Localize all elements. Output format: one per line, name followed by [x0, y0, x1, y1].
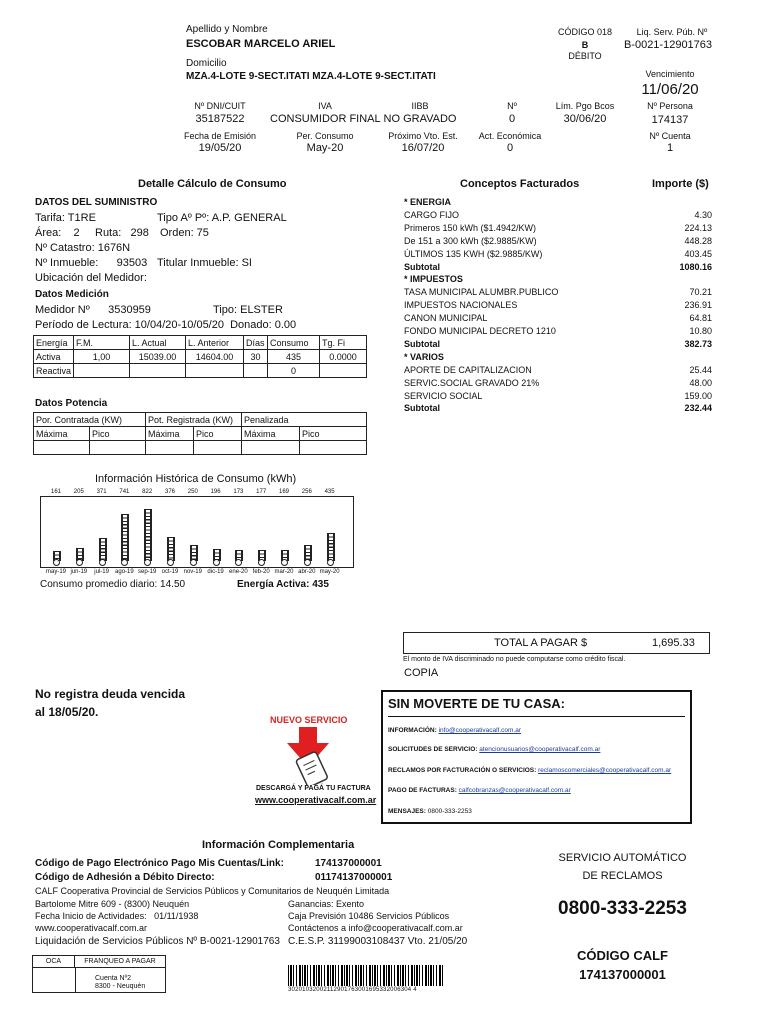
total-label: TOTAL A PAGAR $ — [494, 637, 588, 649]
inmueble: Nº Inmueble: 93503 — [35, 257, 148, 269]
info-row — [388, 727, 521, 734]
barcode-number: 30201032002112901763001695332006304 4 — [288, 987, 417, 993]
cell — [186, 364, 244, 378]
domicilio-label: Domicilio — [186, 58, 227, 69]
calf-web[interactable]: www.cooperativacalf.com.ar — [35, 923, 148, 933]
medidor: Medidor Nº 3530959 — [35, 304, 151, 316]
info-label: INFORMACIÓN: — [388, 727, 437, 734]
bar-value-label: 435 — [324, 489, 335, 495]
concepto-value: 382.73 — [684, 338, 712, 349]
nuevo-servicio-caption: DESCARGÁ Y PAGÁ TU FACTURA — [256, 785, 371, 792]
cell: Máxima — [34, 427, 90, 441]
consumo-promedio: Consumo promedio diario: 14.50 — [40, 579, 186, 590]
th-energia: Energía — [34, 336, 74, 350]
codigo-b: B — [581, 40, 589, 50]
pago-link[interactable]: calfcobranzas@cooperativacalf.com.ar — [458, 787, 571, 794]
cell: Pico — [194, 427, 242, 441]
calf-name: CALF Cooperativa Provincial de Servicios Públicos y Comunitarios de Neuquén Limitada — [35, 886, 390, 896]
calf-direccion: Bartolome Mitre 609 - (8300) Neuquén — [35, 899, 190, 909]
dni-label: Nº DNI/CUIT — [194, 101, 246, 111]
th-fm: F.M. — [74, 336, 130, 350]
potencia-sub-row — [34, 427, 367, 441]
bar-value-label: 169 — [278, 489, 289, 495]
payment-barcode — [288, 965, 444, 986]
sin-moverte-title: SIN MOVERTE DE TU CASA: — [388, 696, 565, 711]
bar-base — [327, 559, 334, 566]
bar-value-label: 741 — [119, 489, 130, 495]
cell — [34, 441, 90, 455]
domicilio-value: MZA.4-LOTE 9-SECT.ITATI MZA.4-LOTE 9-SECT.ITATI — [186, 71, 436, 82]
datos-medicion-title: Datos Medición — [35, 289, 109, 300]
bar-base — [190, 559, 197, 566]
concepto-label: TASA MUNICIPAL ALUMBR.PUBLICO — [404, 287, 559, 298]
cell: 0 — [268, 364, 320, 378]
category-label: mar-20 — [274, 569, 294, 575]
table-row — [34, 350, 367, 364]
inicio-actividades: Fecha Inicio de Actividades: 01/11/1938 — [35, 911, 199, 921]
stub-cuenta: Cuenta Nº2 — [95, 975, 132, 982]
cell — [146, 441, 194, 455]
cell: Pico — [300, 427, 367, 441]
bar-base — [121, 559, 128, 566]
category-label: dic-19 — [207, 569, 224, 575]
cell — [74, 364, 130, 378]
cell: 30 — [244, 350, 268, 364]
concepto-label: De 151 a 300 kWh ($2.9885/KW) — [404, 235, 537, 246]
copia-label: COPIA — [404, 667, 439, 679]
catastro: Nº Catastro: 1676N — [35, 242, 131, 254]
stub-divider — [75, 968, 76, 992]
detalle-title: Detalle Cálculo de Consumo — [138, 178, 287, 190]
mensajes-value: 0800-333-2253 — [427, 808, 472, 815]
datos-suministro-title: DATOS DEL SUMINISTRO — [35, 197, 158, 208]
bar-value-label: 173 — [233, 489, 244, 495]
cell: Pico — [90, 427, 146, 441]
cell — [320, 364, 367, 378]
iibb-label: IIBB — [411, 101, 429, 111]
datos-potencia-title: Datos Potencia — [35, 398, 108, 409]
concepto-label: ÚLTIMOS 135 KWH ($2.9885/KW) — [404, 248, 543, 259]
cesp: C.E.S.P. 31199003108437 Vto. 21/05/20 — [288, 936, 468, 947]
periodo-lectura: Período de Lectura: 10/04/20-10/05/20 Donado: 0.00 — [35, 319, 297, 331]
pago-electronico-value: 174137000001 — [315, 858, 382, 869]
concepto-label: APORTE DE CAPITALIZACION — [404, 364, 532, 375]
total-value: 1,695.33 — [652, 637, 695, 649]
cell: Por. Contratada (KW) — [34, 413, 146, 427]
category-label: sep-19 — [138, 569, 157, 575]
th-dias: Días — [244, 336, 268, 350]
lim-label: Lím. Pgo Bcos — [555, 101, 615, 111]
conceptos-title: Conceptos Facturados — [460, 178, 580, 190]
vencimiento-value: 11/06/20 — [641, 81, 699, 98]
ubicacion-medidor: Ubicación del Medidor: — [35, 272, 147, 284]
oca-label: OCA — [33, 956, 75, 968]
apellido-label: Apellido y Nombre — [186, 24, 268, 35]
cell — [244, 364, 268, 378]
cell: Máxima — [146, 427, 194, 441]
tipo-medidor: Tipo: ELSTER — [213, 304, 283, 316]
bar-value-label: 250 — [187, 489, 198, 495]
concepto-label: Subtotal — [404, 338, 440, 349]
category-label: feb-20 — [252, 569, 270, 575]
medicion-header-row — [34, 336, 367, 350]
concepto-value: 10.80 — [689, 326, 712, 336]
consumption-bar — [99, 538, 107, 561]
tipo-ap: Tipo Aº Pº: A.P. GENERAL — [157, 212, 287, 224]
caja-prevision: Caja Previsión 10486 Servicios Públicos — [288, 911, 450, 921]
solicitudes-label: SOLICITUDES DE SERVICIO: — [388, 746, 478, 753]
concepto-label: CARGO FIJO — [404, 209, 460, 220]
concepto-label: SERVICIO SOCIAL — [404, 390, 483, 401]
n-value: 0 — [508, 113, 516, 125]
iva-note: El monto de IVA discriminado no puede computarse como crédito fiscal. — [403, 656, 626, 663]
cell: Pot. Registrada (KW) — [146, 413, 242, 427]
concepto-value: 224.13 — [684, 222, 712, 233]
liquidacion: Liquidación de Servicios Públicos Nº B-0021-12901763 — [35, 936, 280, 947]
bar-value-label: 205 — [73, 489, 84, 495]
table-row — [34, 441, 367, 455]
titular: Titular Inmueble: SI — [157, 257, 252, 269]
bar-base — [167, 559, 174, 566]
chart-title: Información Histórica de Consumo (kWh) — [95, 473, 297, 485]
prox-vto-value: 16/07/20 — [401, 142, 445, 154]
prox-vto-label: Próximo Vto. Est. — [388, 131, 458, 141]
importe-title: Importe ($) — [652, 178, 709, 190]
concepto-value: 1080.16 — [679, 261, 712, 272]
total-box — [403, 632, 710, 654]
cell — [130, 364, 186, 378]
vencimiento-label: Vencimiento — [645, 69, 695, 79]
cell: Activa — [34, 350, 74, 364]
energia-activa: Energía Activa: 435 — [237, 579, 329, 590]
codigo-label: CÓDIGO 018 — [557, 27, 613, 37]
complementaria-title: Información Complementaria — [202, 839, 355, 851]
category-label: may-20 — [319, 569, 340, 575]
pago-row — [388, 787, 571, 794]
concepto-label: IMPUESTOS NACIONALES — [404, 300, 518, 311]
reclamos-line1: SERVICIO AUTOMÁTICO — [558, 852, 687, 864]
bar-base — [213, 559, 220, 566]
concepto-value: 236.91 — [684, 300, 712, 311]
codigo-calf-title: CÓDIGO CALF — [577, 948, 668, 963]
per-consumo-label: Per. Consumo — [296, 131, 354, 141]
concepto-value: 25.44 — [689, 364, 712, 375]
category-label: jul-19 — [94, 569, 109, 575]
deuda-line2: al 18/05/20. — [35, 705, 99, 719]
concepto-value: 159.00 — [684, 390, 712, 401]
th-tgfi: Tg. Fi — [320, 336, 367, 350]
nuevo-servicio-title: NUEVO SERVICIO — [270, 715, 348, 725]
per-consumo-value: May-20 — [306, 142, 344, 154]
table-row — [34, 364, 367, 378]
bar-value-label: 161 — [50, 489, 61, 495]
pago-electronico-label: Código de Pago Electrónico Pago Mis Cuentas/Link: — [35, 858, 284, 869]
category-label: ene-20 — [229, 569, 248, 575]
persona-value: 174137 — [651, 114, 689, 126]
cell: Reactiva — [34, 364, 74, 378]
cell: 1,00 — [74, 350, 130, 364]
stub-cp: 8300 - Neuquén — [95, 983, 146, 990]
concepto-label: FONDO MUNICIPAL DECRETO 1210 — [404, 326, 556, 336]
cuenta-value: 1 — [666, 142, 674, 154]
emision-value: 19/05/20 — [198, 142, 242, 154]
cell: 15039.00 — [130, 350, 186, 364]
category-label: jun-19 — [70, 569, 88, 575]
bar-base — [144, 559, 151, 566]
potencia-header-row — [34, 413, 367, 427]
category-label: abr-20 — [298, 569, 316, 575]
concepto-label: Subtotal — [404, 261, 440, 272]
bar-value-label: 822 — [142, 489, 153, 495]
reclamos-label: RECLAMOS POR FACTURACIÓN O SERVICIOS: — [388, 767, 537, 774]
concepto-label: Primeros 150 kWh ($1.4942/KW) — [404, 222, 537, 233]
solicitudes-link[interactable]: atencionusuarios@cooperativacalf.com.ar — [479, 746, 601, 753]
potencia-table — [33, 412, 367, 455]
codigo-calf-value: 174137000001 — [579, 967, 666, 982]
category-label: nov-19 — [183, 569, 202, 575]
bar-base — [304, 559, 311, 566]
contacto: Contáctenos a info@cooperativacalf.com.ar — [288, 923, 463, 933]
reclamos-link[interactable]: reclamoscomerciales@cooperativacalf.com.ar — [538, 767, 672, 774]
cell: Penalizada — [242, 413, 367, 427]
liq-label: Liq. Serv. Púb. Nº — [636, 27, 708, 37]
nuevo-servicio-link[interactable]: www.cooperativacalf.com.ar — [255, 795, 377, 805]
consumption-bar — [144, 509, 152, 561]
cell — [194, 441, 242, 455]
info-link[interactable]: info@cooperativacalf.com.ar — [438, 727, 522, 734]
dni-value: 35187522 — [195, 113, 245, 125]
th-l-actual: L. Actual — [130, 336, 186, 350]
title-divider — [388, 716, 685, 717]
concepto-value: 4.30 — [694, 209, 712, 220]
th-consumo: Consumo — [268, 336, 320, 350]
concepto-value: 448.28 — [684, 235, 712, 246]
act-eco-label: Act. Económica — [478, 131, 542, 141]
iva-value: CONSUMIDOR FINAL — [270, 113, 381, 125]
historical-chart — [40, 496, 354, 568]
cell: Máxima — [242, 427, 300, 441]
lim-value: 30/06/20 — [563, 113, 607, 125]
bar-value-label: 376 — [164, 489, 175, 495]
tarifa: Tarifa: T1RE — [35, 212, 96, 224]
bar-base — [258, 559, 265, 566]
iibb-value: NO GRAVADO — [383, 113, 457, 125]
solicitudes-row — [388, 746, 600, 753]
concepto-value: 70.21 — [689, 287, 712, 298]
medicion-table — [33, 335, 367, 378]
cell — [90, 441, 146, 455]
bar-base — [76, 559, 83, 566]
ganancias: Ganancias: Exento — [288, 899, 365, 909]
cuenta-label: Nº Cuenta — [649, 131, 691, 141]
consumption-bar — [167, 537, 175, 561]
category-label: oct-19 — [161, 569, 179, 575]
deuda-line1: No registra deuda vencida — [35, 687, 186, 701]
franqueo-label: FRANQUEO A PAGAR — [75, 956, 165, 968]
codigo-debito: DÉBITO — [568, 51, 602, 61]
cell — [300, 441, 367, 455]
n-label: Nº — [507, 101, 517, 111]
emision-label: Fecha de Emisión — [183, 131, 257, 141]
concepto-value: 232.44 — [684, 403, 712, 414]
apellido-value: ESCOBAR MARCELO ARIEL — [186, 38, 336, 50]
cell — [242, 441, 300, 455]
bar-value-label: 256 — [301, 489, 312, 495]
concepto-label: CANON MUNICIPAL — [404, 313, 488, 324]
category-label: may-19 — [45, 569, 66, 575]
category-label: ago-19 — [115, 569, 134, 575]
bar-base — [281, 559, 288, 566]
act-eco-value: 0 — [506, 142, 514, 154]
cell: 435 — [268, 350, 320, 364]
concepto-label: * IMPUESTOS — [404, 274, 463, 285]
cell: 0.0000 — [320, 350, 367, 364]
concepto-value: 403.45 — [684, 248, 712, 259]
concepto-label: * VARIOS — [404, 351, 444, 362]
cell: 14604.00 — [186, 350, 244, 364]
bar-base — [235, 559, 242, 566]
orden: Orden: 75 — [160, 227, 209, 239]
sin-moverte-box — [381, 690, 692, 824]
bar-value-label: 371 — [96, 489, 107, 495]
concepto-value: 48.00 — [689, 377, 712, 388]
download-arrow-icon — [283, 727, 343, 785]
liq-value: B-0021-12901763 — [623, 39, 713, 51]
th-l-anterior: L. Anterior — [186, 336, 244, 350]
bar-base — [99, 559, 106, 566]
pago-label: PAGO DE FACTURAS: — [388, 787, 457, 794]
concepto-label: Subtotal — [404, 403, 440, 414]
adhesion-label: Código de Adhesión a Débito Directo: — [35, 872, 215, 883]
area: Área: 2 — [35, 227, 80, 239]
reclamos-line2: DE RECLAMOS — [582, 870, 663, 882]
reclamos-row — [388, 767, 671, 774]
concepto-value: 64.81 — [689, 313, 712, 324]
iva-label: IVA — [318, 101, 332, 111]
consumption-bar — [327, 533, 335, 561]
persona-label: Nº Persona — [647, 101, 693, 111]
concepto-label: * ENERGIA — [404, 197, 452, 207]
bar-value-label: 177 — [256, 489, 267, 495]
postal-stub — [32, 955, 166, 993]
mensajes-label: MENSAJES: — [388, 808, 426, 815]
adhesion-value: 01174137000001 — [315, 872, 393, 883]
consumption-bar — [121, 514, 129, 561]
ruta: Ruta: 298 — [95, 227, 149, 239]
reclamos-phone: 0800-333-2253 — [558, 898, 687, 919]
bar-value-label: 196 — [210, 489, 221, 495]
mensajes-row — [388, 808, 472, 815]
concepto-label: SERVIC.SOCIAL GRAVADO 21% — [404, 377, 540, 388]
bar-base — [53, 559, 60, 566]
